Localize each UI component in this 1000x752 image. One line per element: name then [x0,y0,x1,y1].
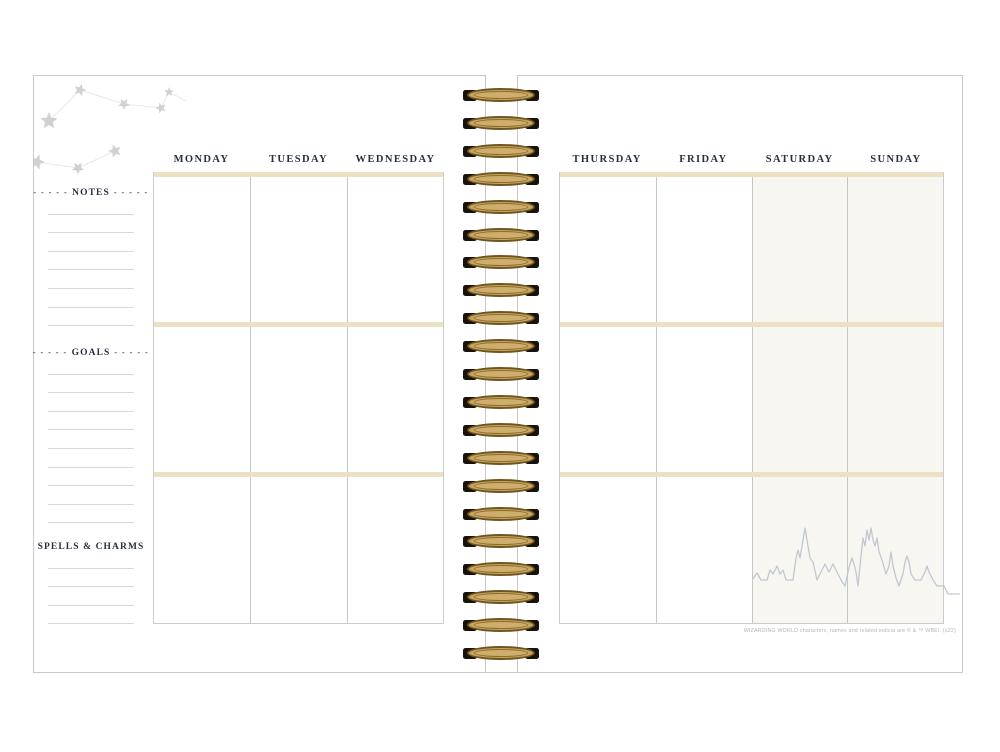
day-header-row-left [153,154,444,170]
star-icon [34,154,45,169]
star-icon [154,101,168,115]
week-grid-right [559,172,944,624]
dash-decoration: - - - - - [32,348,68,357]
row-divider-bar [154,472,443,477]
day-header-friday: FRIDAY [679,154,728,165]
goals-label-text: GOALS [71,348,111,358]
ruled-line [48,586,134,587]
dash-decoration: - - - - - [113,188,149,197]
ruled-line [48,504,134,505]
left-page [33,75,486,673]
notes-label-text: NOTES [72,188,110,198]
ruled-line [48,232,134,233]
right-page [517,75,963,673]
ruled-line [48,605,134,606]
row-divider-bar [560,322,943,327]
column-divider [347,172,348,623]
star-icon [164,86,176,98]
ruled-line [48,269,134,270]
ruled-line [48,392,134,393]
dash-decoration: - - - - - [114,348,150,357]
ruled-line [48,429,134,430]
goals-label [32,348,150,360]
day-header-thursday: THURSDAY [572,154,642,165]
notes-section [33,188,149,326]
ruled-line [48,411,134,412]
week-grid-left [153,172,444,624]
spells-charms-label [37,542,145,554]
column-divider [250,172,251,623]
row-divider-bar [560,472,943,477]
goals-section [32,348,150,523]
notes-lines [48,214,134,327]
ruled-line [48,568,134,569]
dash-decoration: - - - - - [33,188,69,197]
spells-charms-section [37,542,145,624]
spine-bottom-edge [486,672,517,673]
day-header-monday: MONDAY [173,154,230,165]
constellation-line [169,92,186,101]
sidebar [32,76,150,636]
spells-charms-lines [48,568,134,625]
row-divider-bar [154,322,443,327]
ruled-line [48,288,134,289]
ruled-line [48,307,134,308]
column-divider [752,172,753,623]
day-header-row-right [559,154,944,170]
day-header-sunday: SUNDAY [870,154,922,165]
ruled-line [48,522,134,523]
ruled-line [48,623,134,624]
spells-charms-label-text: SPELLS & CHARMS [37,542,145,552]
goals-lines [48,374,134,524]
notes-label [33,188,149,200]
grid-top-bar [560,172,943,177]
grid-top-bar [154,172,443,177]
day-header-tuesday: TUESDAY [268,154,328,165]
ruled-line [48,374,134,375]
ruled-line [48,467,134,468]
hogwarts-castle-silhouette-icon [752,516,960,608]
day-header-wednesday: WEDNESDAY [355,154,436,165]
day-header-saturday: SATURDAY [765,154,834,165]
column-divider [847,172,848,623]
ruled-line [48,448,134,449]
ruled-line [48,251,134,252]
ruled-line [48,325,134,326]
column-divider [656,172,657,623]
copyright-text: WIZARDING WORLD characters, names and related indicia are © & ™ WBEI. (s22) [743,628,956,634]
ruled-line [48,485,134,486]
ruled-line [48,214,134,215]
